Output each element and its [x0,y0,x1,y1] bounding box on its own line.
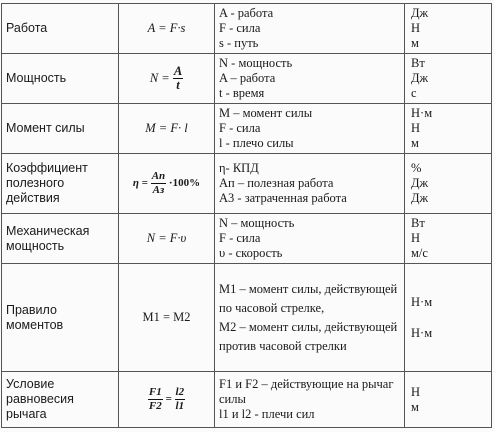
unit: Дж [411,176,429,190]
description-line: s - путь [219,36,259,50]
unit: Н [411,384,421,399]
units-cell [405,154,492,214]
formula [119,154,215,214]
fraction-denominator: t [176,78,180,92]
formula: M = F· l [119,104,215,154]
unit: Вт [411,216,425,230]
quantity-name: Момент силы [2,104,119,154]
description-cell [215,4,405,54]
unit: Дж [411,6,429,20]
description-cell [215,104,405,154]
fraction-numerator: A [173,64,183,78]
table-row [2,264,492,372]
description-line: F - сила [219,21,261,35]
table-row [2,54,492,104]
formula-lhs: N = [149,71,170,85]
description-line: Aп – полезная работа [219,176,334,190]
description-line: η- КПД [219,161,259,175]
formula: A = F·s [119,4,215,54]
formula: N = F·υ [119,214,215,264]
table-row [2,104,492,154]
units-cell [405,264,492,372]
unit: Дж [411,71,429,85]
formula-lhs: η = [132,177,148,189]
description-line: M2 – момент силы, действующей против часовой стрелки [219,319,398,353]
description-line: A – работа [219,71,276,85]
unit: Н·м [411,294,433,309]
description-cell [215,372,405,428]
unit: Н [411,21,421,35]
units-cell [405,4,492,54]
fraction [148,386,163,413]
description-line: F1 и F2 – действующие на рычаг силы [219,377,394,406]
unit: % [411,161,422,175]
description-line: N – мощность [219,216,295,230]
units-cell [405,372,492,428]
fraction-denominator: l1 [175,400,185,412]
quantity-name: Условие равновесия рычага [2,372,119,428]
unit: Н·м [411,106,433,120]
unit: Н [411,121,421,135]
unit: Н [411,231,421,245]
unit: м [411,36,419,50]
fraction-denominator: F2 [148,400,162,412]
fraction-numerator: F1 [148,386,162,398]
units-cell [405,54,492,104]
description-line: A3 - затраченная работа [219,191,347,205]
formula-tail: ·100% [168,177,201,189]
table-row [2,154,492,214]
description-cell [215,154,405,214]
equals-sign: = [165,393,172,405]
description-line: F - сила [219,231,261,245]
unit: Н·м [411,325,433,340]
unit: Вт [411,56,425,70]
unit: м [411,399,419,414]
physics-formulas-table [1,3,492,428]
table-row [2,372,492,428]
fraction [175,386,186,413]
table-row [2,4,492,54]
description-cell [215,54,405,104]
description-line: l1 и l2 - плечи сил [219,407,315,421]
description-line: M – момент силы [219,106,313,120]
quantity-name: Механическая мощность [2,214,119,264]
unit: с [411,86,417,100]
description-line: A - работа [219,6,274,20]
table-row [2,214,492,264]
quantity-name: Коэффициент полезного действия [2,154,119,214]
unit: Дж [411,191,429,205]
unit: м/с [411,246,428,260]
unit: м [411,136,419,150]
quantity-name: Работа [2,4,119,54]
description-line: N - мощность [219,56,293,70]
fraction-numerator: Aп [151,170,166,182]
units-cell [405,214,492,264]
description-line: l - плечо силы [219,136,294,150]
description-line: t - время [219,86,265,100]
units-cell [405,104,492,154]
formula [119,372,215,428]
formula: M1 = M2 [119,264,215,372]
description-line: M1 – момент силы, действующей по часовой стрелке, [219,281,398,315]
description-line: υ - скорость [219,246,283,260]
description-cell [215,214,405,264]
fraction [173,65,183,92]
fraction [151,170,166,197]
description-line: F - сила [219,121,261,135]
fraction-denominator: Аз [152,184,165,196]
description-cell [215,264,405,372]
quantity-name: Мощность [2,54,119,104]
quantity-name: Правило моментов [2,264,119,372]
fraction-numerator: l2 [175,386,185,398]
formula [119,54,215,104]
